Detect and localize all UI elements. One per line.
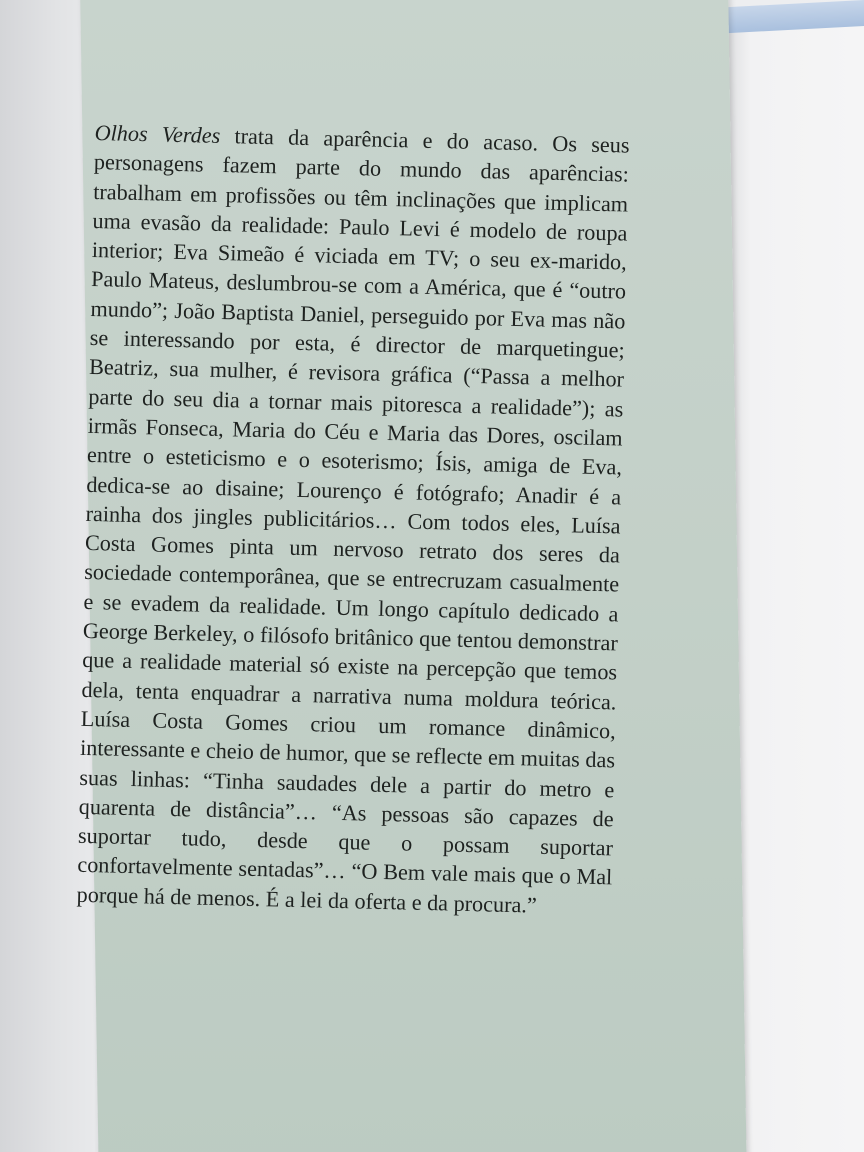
blurb-body: trata da aparência e do acaso. Os seus personagens fazem parte do mundo das aparências: trabalham em profissões ou têm inclinações que implicam uma evasão da realidade: Paulo Levi é modelo de roupa interior; Eva Simeão é viciada em TV; o seu ex-marido, Paulo Mateus, deslumbrou-se com a América, que é “outro mundo”; João Baptista Daniel, perseguido por Eva mas não se interessando por esta, é director de marquetingue; Beatriz, sua mulher, é revisora gráfica (“Passa a melhor parte do seu dia a tornar mais pitoresca a realidade”); as irmãs Fonseca, Maria do Céu e Maria das Dores, oscilam entre o esteticismo e o esoterismo; Ísis, amiga de Eva, dedica-se ao disaine; Lourenço é fotógrafo; Anadir é a rainha dos jingles publicitários… Com todos eles, Luísa Costa Gomes pinta um nervoso retrato dos seres da sociedade contemporânea, que se entrecruzam casualmente e se evadem da realidade. Um longo capítulo dedicado a George Berkeley, o filósofo britânico que tentou demonstrar que a realidade material só existe na percepção que temos dela, tenta enquadrar a narrativa numa moldura teórica. Luísa Costa Gomes criou um romance dinâmico, interessante e cheio de humor, que se reflecte em muitas das suas linhas: “Tinha saudades dele a partir do metro e quarenta de distância”… “As pessoas são capazes de suportar tudo, desde que o possam suportar confortavelmente sentadas”… “O Bem vale mais que o Mal porque há de menos. É a lei da oferta e da procura.” [76, 122, 630, 918]
book-title: Olhos Verdes [94, 119, 221, 148]
left-page-edge [0, 0, 95, 1152]
blurb-paragraph [76, 118, 629, 921]
flap-blurb [76, 118, 629, 921]
